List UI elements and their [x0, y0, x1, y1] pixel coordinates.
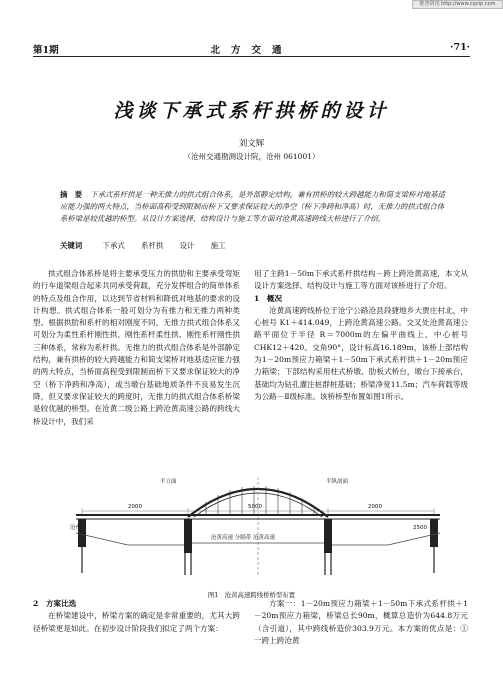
article-title: 浅谈下承式系杆拱桥的设计 — [113, 100, 390, 122]
running-header — [33, 40, 470, 57]
author: 刘文辉 — [238, 139, 265, 149]
half-section-label: 半纵剖面 — [326, 479, 349, 485]
section-2-heading: 2 方案比选 — [33, 599, 77, 608]
figure-caption: 图1 沧黄高速跨线桥桥型布置 — [207, 591, 296, 599]
scheme-one-paragraph: 方案一：1－20m预应力箱梁＋1－50m下承式系杆拱＋1－20m预应力箱梁，桥梁总长90m，概算总造价为644.8万元（含引道），其中跨线桥造价303.9万元。本方案的优点是：①一跨上跨沧黄 — [254, 599, 468, 645]
section-1-heading: 1 概况 — [254, 293, 283, 303]
section-1-text: 沧黄高速跨线桥位于沧宁公路沧县段捷地乡大贾庄村北，中心桩号 K1＋414.049，上跨沧黄高速公路。交叉处沧黄高速公路平面位于半径 R＝7000m的左偏平曲线上，中心桩号 CHK12＋420。交角90°，设计标高16.189m，该桥上部结构为1－20m预应力箱梁＋1－50m下承式系杆拱＋1－20m预应力箱梁；下部结构采用柱式桥墩、肋板式桥台，墩台下接承台，基础均为钻孔灌注桩群桩基础；桥梁净宽11.5m；汽车荷载等级为公路－Ⅱ级标准。该桥桥型布置如图1所示。 — [254, 305, 468, 401]
intro-paragraph: 拱式组合体系桥是将主要承受压力的拱肋和主要承受弯矩的行车道梁组合起来共同承受荷载，充分发挥组合的简单体系的特点及组合作用，以达到节省材料和降低对地基的要求的设计构想。拱式组合体系一般可划分为有推力和无推力两种类型。根据拱肋和系杆的相对刚度不同，无推力拱式组合体系又可划分为柔性系杆刚性拱、刚性系杆柔性拱、刚性系杆刚性拱三种体系，常称为系杆拱。无推力的拱式组合体系是外部静定结构，兼有拱桥的较大跨越能力和简支梁桥对地基适应能力强的两大特点，当桥面高程受到限制而桥下又要求保证较大的净空（桥下净跨和净高），或当墩台基础地质条件不良易发生沉降，但又要求保证较大的跨度时，无推力的拱式组合体系桥梁是较优越的桥型。在沧黄二级公路上跨沧黄高速公路的跨线大桥设计中，我们采 — [33, 269, 240, 426]
keyword: 下承式 — [102, 241, 125, 250]
abstract — [60, 189, 445, 225]
section-2 — [33, 598, 240, 635]
dimension-label: 2000 — [368, 504, 382, 510]
keywords — [60, 240, 445, 252]
end-label: 沧州 — [70, 525, 82, 531]
right-column-top — [254, 268, 468, 403]
bridge-figure — [68, 475, 448, 577]
abstract-text: 下承式系杆拱是一种无推力的拱式组合体系，是外部静定结构，兼有拱桥的较大跨越能力和简支梁桥对地基适应能力强的两大特点，当桥面高程受到限制而桥下又要求保证较大的净空（桥下净跨和净高）时，无推力的拱式组合体系桥梁是较优越的桥型。从设计方案选择、结构设计与施工等方面对沧黄高速跨线大桥进行了介绍。 — [60, 190, 445, 223]
abstract-label: 摘 要 — [60, 190, 83, 199]
keyword: 设计 — [179, 241, 195, 250]
intro-continued: 用了主跨1－50m下承式系杆拱结构－跨上跨沧黄高速，本文从设计方案选择、结构设计与施工等方面对该桥进行了介绍。 — [254, 269, 468, 291]
road-label: 沧黄高速 分隔带 沧黄高速 — [211, 535, 275, 541]
keyword: 施工 — [210, 241, 226, 250]
dimension-label: 2500 — [413, 525, 427, 531]
half-elevation-label: 半立面 — [160, 479, 177, 485]
page-number: ·71· — [450, 42, 470, 53]
keyword: 系杆拱 — [141, 241, 164, 250]
issue-number: 第1期 — [33, 45, 59, 56]
keywords-label: 关键词 — [60, 241, 83, 250]
section-2-text: 在桥梁建设中，桥梁方案的确定是非常重要的，尤其大跨径桥梁更是如此。在初步设计阶段我们拟定了两个方案： — [33, 611, 240, 633]
journal-name: 北方交通 — [210, 45, 293, 56]
watermark: 维普资讯 http://www.cqvip.com — [412, 0, 503, 9]
dimension-label: 5000 — [248, 504, 262, 510]
bridge-elevation-drawing — [68, 475, 448, 577]
dimension-label: 2000 — [128, 504, 142, 510]
affiliation: （沧州交通勘测设计院，沧州 061001） — [183, 152, 320, 161]
